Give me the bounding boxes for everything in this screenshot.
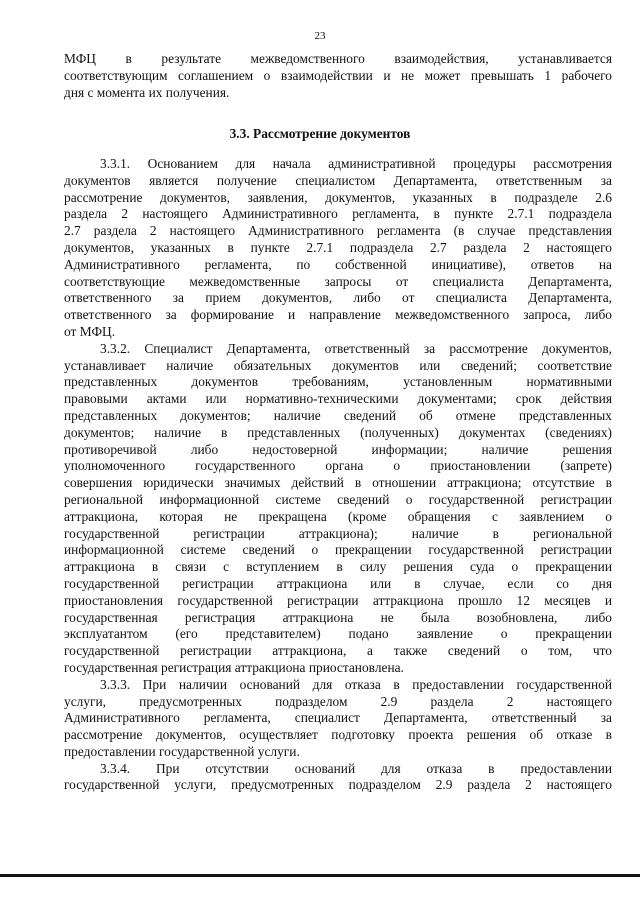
- body-line: 2.7 раздела 2 настоящего Административного регламента (в случае представления: [64, 223, 612, 239]
- body-line: аттракциона, которая не прекращена (кроме обращения с заявлением о: [64, 508, 612, 524]
- body-line: представленных документов; наличие сведений об отмене представленных: [64, 407, 612, 423]
- body-line: региональной информационной системе сведений о государственной регистрации: [64, 491, 612, 507]
- intro-paragraph: [64, 51, 612, 101]
- body-line: соответствующие межведомственные запросы от специалиста Департамента,: [64, 273, 612, 289]
- body-line: документов, указанных в пункте 2.7.1 подраздела 2.7 раздела 2 настоящего: [64, 239, 612, 255]
- body-line: ответственного за формирование и направление межведомственного запроса, либо: [64, 307, 612, 323]
- body-line: 3.3.4. При отсутствии оснований для отказа в предоставлении: [100, 760, 612, 776]
- body-line: Административного регламента, по собственной инициативе), ответов на: [64, 256, 612, 272]
- body-line: эксплуатантом (его представителем) подано заявление о прекращении: [64, 626, 612, 642]
- body-line: устанавливает наличие обязательных документов или сведений; соответствие: [64, 357, 612, 373]
- page-number: 23: [314, 30, 326, 42]
- body-line: правовыми актами или нормативно-техническими документами; срок действия: [64, 391, 612, 407]
- body-line: аттракциона в связи с вступлением в силу решения суда о прекращении: [64, 559, 612, 575]
- body-line: уполномоченного государственного органа о приостановлении (запрете): [64, 458, 612, 474]
- body-line: Административного регламента, специалист Департамента, ответственный за: [64, 710, 612, 726]
- intro-line: МФЦ в результате межведомственного взаимодействия, устанавливается: [64, 51, 612, 66]
- body-line: государственной регистрации аттракциона или в случае, если со дня: [64, 575, 612, 591]
- body-line: ответственного за прием документов, либо от специалиста Департамента,: [64, 290, 612, 306]
- body-line: рассмотрение документов, осуществляет подготовку проекта решения об отказе в: [64, 727, 612, 743]
- body-line: раздела 2 настоящего Административного регламента, в пункте 2.7.1 подраздела: [64, 206, 612, 222]
- section-body: [64, 156, 612, 794]
- intro-line: соответствующим соглашением о взаимодействии и не может превышать 1 рабочего: [64, 67, 612, 83]
- body-line: услуги, предусмотренных подразделом 2.9 раздела 2 настоящего: [64, 693, 612, 709]
- body-line: 3.3.2. Специалист Департамента, ответственный за рассмотрение документов,: [100, 340, 612, 356]
- body-line: государственной услуги, предусмотренных подразделом 2.9 раздела 2 настоящего: [64, 777, 612, 793]
- body-line: рассмотрение документов, заявления, документов, указанных в подразделе 2.6: [64, 189, 612, 205]
- body-line: государственной регистрации аттракциона, а также сведений о том, что: [64, 643, 612, 659]
- body-line: представленных документов требованиям, установленным нормативными: [64, 374, 612, 390]
- page-bottom-edge: [0, 874, 640, 877]
- body-line: государственной регистрации аттракциона); наличие в региональной: [64, 525, 612, 541]
- body-line: документов; наличие в представленных (полученных) документах (сведениях): [64, 424, 612, 440]
- body-line: информационной системе сведений о прекращении государственной регистрации: [64, 542, 612, 558]
- body-line: от МФЦ.: [64, 323, 116, 339]
- body-line: совершения юридически значимых действий в отношении аттракциона; отсутствие в: [64, 475, 612, 491]
- body-line: 3.3.1. Основанием для начала административной процедуры рассмотрения: [100, 156, 612, 171]
- body-line: предоставлении государственной услуги.: [64, 743, 300, 759]
- intro-line: дня с момента их получения.: [64, 84, 230, 100]
- body-line: противоречивой либо недостоверной информации; наличие решения: [64, 441, 612, 457]
- body-line: 3.3.3. При наличии оснований для отказа в предоставлении государственной: [100, 676, 612, 692]
- body-line: приостановления государственной регистрации аттракциона прошло 12 месяцев и: [64, 592, 612, 608]
- body-line: государственная регистрация аттракциона не была возобновлена, либо: [64, 609, 612, 625]
- body-line: государственная регистрация аттракциона приостановлена.: [64, 659, 404, 675]
- body-line: документов является получение специалистом Департамента, ответственным за: [64, 172, 612, 188]
- section-title: 3.3. Рассмотрение документов: [229, 126, 411, 141]
